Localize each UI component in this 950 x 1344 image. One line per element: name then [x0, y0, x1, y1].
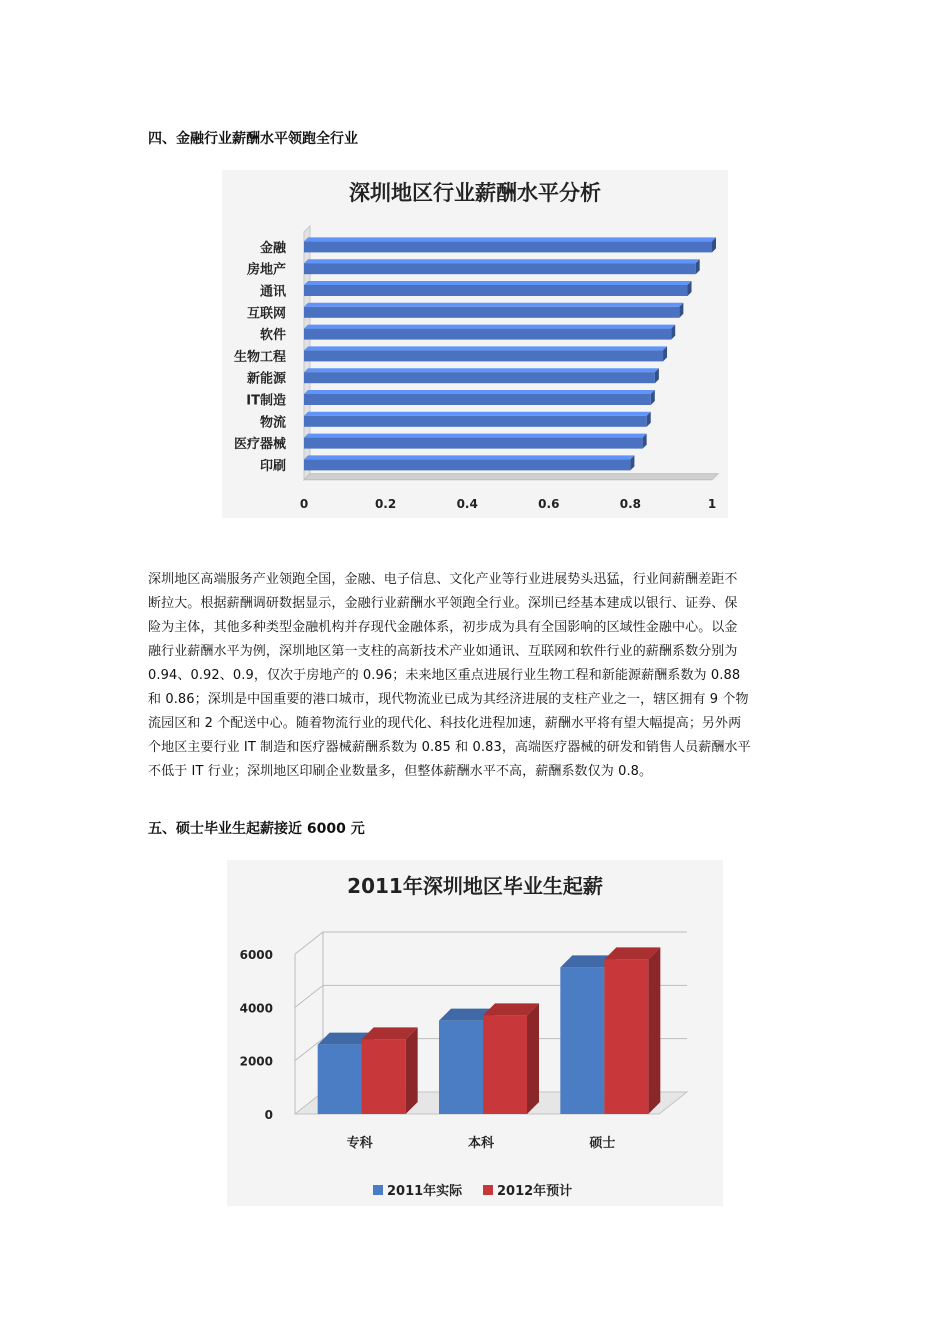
- column: [483, 1015, 527, 1114]
- column: [318, 1045, 362, 1114]
- column-side: [406, 1027, 418, 1114]
- x-tick-label: 0: [299, 497, 309, 511]
- chart-title: 深圳地区行业薪酬水平分析: [349, 181, 601, 205]
- category-label: 软件: [259, 328, 286, 344]
- y-tick-label: 4000: [239, 1001, 273, 1016]
- bar-top: [304, 390, 655, 394]
- category-label: 生物工程: [233, 349, 286, 365]
- graduate-salary-chart: [227, 860, 723, 1206]
- paragraph-line: 个地区主要行业 IT 制造和医疗器械薪酬系数为 0.85 和 0.83，高端医疗器械的研发和销售人员薪酬水平: [148, 740, 751, 755]
- bar-top: [304, 325, 675, 329]
- category-label: 印刷: [259, 458, 286, 474]
- section4-paragraph: [148, 568, 808, 784]
- column: [604, 959, 648, 1114]
- category-label: 金融: [259, 240, 286, 256]
- section-heading-graduate-salary: 五、硕士毕业生起薪接近 6000 元: [148, 821, 365, 837]
- category-label: 房地产: [246, 262, 286, 278]
- category-label: 新能源: [246, 371, 286, 387]
- bar-top: [304, 455, 634, 459]
- y-tick-label: 2000: [239, 1054, 273, 1069]
- category-label: 医疗器械: [233, 437, 286, 453]
- category-label: 通讯: [259, 284, 286, 300]
- x-tick-label: 0.2: [374, 497, 397, 511]
- graduate-salary-chart-svg: [227, 860, 723, 1206]
- paragraph-line: 深圳地区高端服务产业领跑全国，金融、电子信息、文化产业等行业进展势头迅猛，行业间薪酬差距不: [148, 572, 738, 587]
- bar-top: [304, 259, 700, 263]
- bar: [304, 394, 651, 405]
- industry-salary-chart: [222, 170, 728, 518]
- industry-salary-chart-svg: [222, 170, 728, 518]
- bar-top: [304, 346, 667, 350]
- bar: [304, 241, 712, 252]
- category-label: 本科: [467, 1136, 495, 1151]
- legend-label: 2011年实际: [387, 1184, 463, 1199]
- x-tick-label: 0.8: [619, 497, 642, 511]
- bar: [304, 438, 643, 449]
- column: [439, 1021, 483, 1114]
- paragraph-line: 流园区和 2 个配送中心。随着物流行业的现代化、科技化进程加速，薪酬水平将有望大幅提高；另外两: [148, 716, 742, 731]
- paragraph-line: 和 0.86；深圳是中国重要的港口城市，现代物流业已成为其经济进展的支柱产业之一，辖区拥有 9 个物: [148, 692, 749, 707]
- legend-swatch: [373, 1185, 383, 1195]
- y-tick-label: 0: [264, 1108, 273, 1122]
- bar: [304, 350, 663, 361]
- section-heading-finance: 四、金融行业薪酬水平领跑全行业: [148, 131, 358, 147]
- bar-top: [304, 412, 651, 416]
- paragraph-line: 融行业薪酬水平为例，深圳地区第一支柱的高新技术产业如通讯、互联网和软件行业的薪酬系数分别为: [148, 644, 738, 659]
- bar: [304, 459, 630, 470]
- x-tick-label: 0.4: [456, 497, 478, 511]
- bar-top: [304, 237, 716, 241]
- paragraph-line: 0.94、0.92、0.9，仅次于房地产的 0.96；未来地区重点进展行业生物工程和新能源薪酬系数为 0.88: [148, 668, 741, 683]
- bar-top: [304, 303, 683, 307]
- x-tick-label: 1: [707, 497, 717, 511]
- category-label: 物流: [259, 415, 286, 431]
- y-tick-label: 6000: [239, 948, 273, 962]
- category-label: IT制造: [246, 393, 286, 409]
- bar: [304, 263, 696, 274]
- category-label: 互联网: [246, 306, 286, 322]
- legend-swatch: [483, 1185, 493, 1195]
- column: [560, 967, 604, 1114]
- bar: [304, 372, 655, 383]
- bar-top: [304, 281, 692, 285]
- category-label: 硕士: [589, 1136, 616, 1151]
- bar: [304, 285, 688, 296]
- bar: [304, 307, 679, 318]
- paragraph-line: 不低于 IT 行业；深圳地区印刷企业数量多，但整体薪酬水平不高，薪酬系数仅为 0.8。: [148, 764, 653, 779]
- chart-title: 2011年深圳地区毕业生起薪: [347, 874, 603, 898]
- category-label: 专科: [346, 1136, 373, 1151]
- bar: [304, 416, 647, 427]
- bar-top: [304, 368, 659, 372]
- column-side: [527, 1003, 539, 1114]
- chart-floor: [304, 474, 718, 480]
- bar-top: [304, 434, 647, 438]
- column-side: [648, 947, 660, 1114]
- paragraph-line: 险为主体，其他多种类型金融机构并存现代金融体系，初步成为具有全国影响的区域性金融中心。以金: [148, 620, 738, 635]
- column: [362, 1039, 406, 1114]
- paragraph-line: 断拉大。根据薪酬调研数据显示，金融行业薪酬水平领跑全行业。深圳已经基本建成以银行、证券、保: [148, 596, 738, 611]
- bar: [304, 329, 671, 340]
- x-tick-label: 0.6: [538, 497, 560, 511]
- legend-label: 2012年预计: [497, 1184, 573, 1199]
